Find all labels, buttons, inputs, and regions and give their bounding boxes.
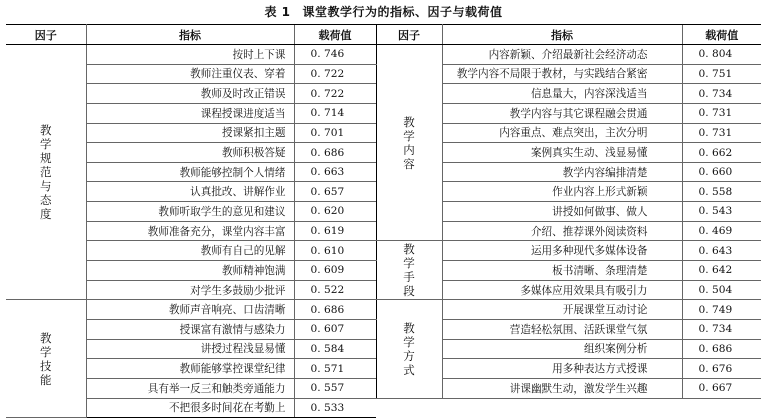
factor-cell — [376, 300, 442, 398]
loading-cell: 0. 746 — [294, 45, 376, 65]
indicator-cell: 内容新颖、介绍最新社会经济动态 — [442, 45, 682, 65]
table-row — [6, 241, 761, 261]
factor-cell — [6, 45, 86, 300]
loading-cell: 0. 643 — [682, 241, 761, 261]
header-factor-right: 因子 — [376, 25, 442, 45]
table-row — [6, 300, 761, 320]
loading-cell: 0. 558 — [682, 182, 761, 202]
indicator-cell: 教师能够掌控课堂纪律 — [86, 359, 294, 379]
loading-cell: 0. 722 — [294, 84, 376, 104]
loading-cell: 0. 609 — [294, 261, 376, 281]
loading-cell: 0. 804 — [682, 45, 761, 65]
loading-cell: 0. 557 — [294, 378, 376, 398]
loading-cell: 0. 734 — [682, 319, 761, 339]
indicator-cell: 授课紧扣主题 — [86, 123, 294, 143]
indicator-cell: 讲授如何做事、做人 — [442, 202, 682, 222]
factor-label: 教学内容 — [403, 114, 415, 171]
indicator-cell: 营造轻松氛围、活跃课堂气氛 — [442, 319, 682, 339]
table-body — [6, 45, 761, 418]
loading-cell: 0. 722 — [294, 64, 376, 84]
loading-cell: 0. 660 — [682, 162, 761, 182]
loading-cell: 0. 731 — [682, 123, 761, 143]
indicator-cell: 介绍、推荐课外阅读资料 — [442, 221, 682, 241]
factor-label: 教学手段 — [403, 242, 415, 299]
table-title: 课堂教学行为的指标、因子与载荷值 — [302, 5, 503, 19]
loading-cell: 0. 731 — [682, 103, 761, 123]
indicator-cell: 教师有自己的见解 — [86, 241, 294, 261]
indicator-cell: 案例真实生动、浅显易懂 — [442, 143, 682, 163]
table-caption — [0, 3, 767, 20]
loading-cell: 0. 620 — [294, 202, 376, 222]
factor-label: 教学技能 — [40, 330, 52, 387]
indicator-cell: 教学内容编排清楚 — [442, 162, 682, 182]
loading-cell: 0. 714 — [294, 103, 376, 123]
header-indicator-right: 指标 — [442, 25, 682, 45]
indicator-cell: 用多种表达方式授课 — [442, 359, 682, 379]
indicator-cell: 教师声音响亮、口齿清晰 — [86, 300, 294, 320]
header-loading-right: 载荷值 — [682, 25, 761, 45]
loading-cell: 0. 469 — [682, 221, 761, 241]
header-factor: 因子 — [6, 25, 86, 45]
indicator-cell: 讲授过程浅显易懂 — [86, 339, 294, 359]
loading-cell: 0. 657 — [294, 182, 376, 202]
loading-cell: 0. 751 — [682, 64, 761, 84]
indicator-cell: 组织案例分析 — [442, 339, 682, 359]
indicator-cell: 运用多种现代多媒体设备 — [442, 241, 682, 261]
indicator-cell: 具有举一反三和触类旁通能力 — [86, 378, 294, 398]
indicator-cell: 信息量大，内容深浅适当 — [442, 84, 682, 104]
indicator-cell: 讲课幽默生动，激发学生兴趣 — [442, 378, 682, 398]
indicator-cell: 教师能够控制个人情绪 — [86, 162, 294, 182]
loading-cell: 0. 749 — [682, 300, 761, 320]
loading-cell: 0. 686 — [294, 300, 376, 320]
loading-cell: 0. 734 — [682, 84, 761, 104]
loading-cell: 0. 662 — [682, 143, 761, 163]
header-loading: 载荷值 — [294, 25, 376, 45]
loading-cell: 0. 522 — [294, 280, 376, 300]
loading-cell: 0. 543 — [682, 202, 761, 222]
loading-cell: 0. 619 — [294, 221, 376, 241]
indicator-cell: 教师积极答疑 — [86, 143, 294, 163]
loading-cell: 0. 642 — [682, 261, 761, 281]
indicator-cell: 板书清晰、条理清楚 — [442, 261, 682, 281]
loading-cell: 0. 686 — [682, 339, 761, 359]
indicator-cell: 作业内容上形式新颖 — [442, 182, 682, 202]
loading-cell: 0. 533 — [294, 398, 376, 418]
loading-cell: 0. 663 — [294, 162, 376, 182]
indicator-cell: 认真批改、讲解作业 — [86, 182, 294, 202]
loading-cell: 0. 667 — [682, 378, 761, 398]
indicator-cell: 不把很多时间花在考勤上 — [86, 398, 294, 418]
loading-cell: 0. 584 — [294, 339, 376, 359]
indicator-cell: 教师注重仪表、穿着 — [86, 64, 294, 84]
factor-label: 教学规范与态度 — [40, 123, 52, 222]
indicator-cell: 教学内容不局限于教材，与实践结合紧密 — [442, 64, 682, 84]
indicator-cell: 授课富有激情与感染力 — [86, 319, 294, 339]
indicator-cell: 课程授课进度适当 — [86, 103, 294, 123]
indicator-cell: 内容重点、难点突出，主次分明 — [442, 123, 682, 143]
indicator-cell: 教师听取学生的意见和建议 — [86, 202, 294, 222]
table-row — [6, 398, 761, 418]
indicator-cell: 按时上下课 — [86, 45, 294, 65]
factor-cell — [376, 241, 442, 300]
indicator-cell: 对学生多鼓励少批评 — [86, 280, 294, 300]
indicator-cell: 教师及时改正错误 — [86, 84, 294, 104]
indicator-cell: 教师准备充分，课堂内容丰富 — [86, 221, 294, 241]
loading-cell: 0. 676 — [682, 359, 761, 379]
factor-cell — [376, 45, 442, 241]
loading-table — [6, 24, 761, 418]
factor-label: 教学方式 — [403, 320, 415, 377]
table-number: 表 1 — [264, 5, 291, 19]
loading-cell: 0. 571 — [294, 359, 376, 379]
loading-cell: 0. 610 — [294, 241, 376, 261]
loading-cell: 0. 701 — [294, 123, 376, 143]
loading-cell: 0. 607 — [294, 319, 376, 339]
loading-cell: 0. 504 — [682, 280, 761, 300]
indicator-cell: 教师精神饱满 — [86, 261, 294, 281]
factor-cell — [6, 300, 86, 418]
header-row — [6, 25, 761, 45]
loading-cell: 0. 686 — [294, 143, 376, 163]
indicator-cell: 开展课堂互动讨论 — [442, 300, 682, 320]
table-row — [6, 45, 761, 65]
indicator-cell: 多媒体应用效果具有吸引力 — [442, 280, 682, 300]
indicator-cell: 教学内容与其它课程融会贯通 — [442, 103, 682, 123]
header-indicator: 指标 — [86, 25, 294, 45]
